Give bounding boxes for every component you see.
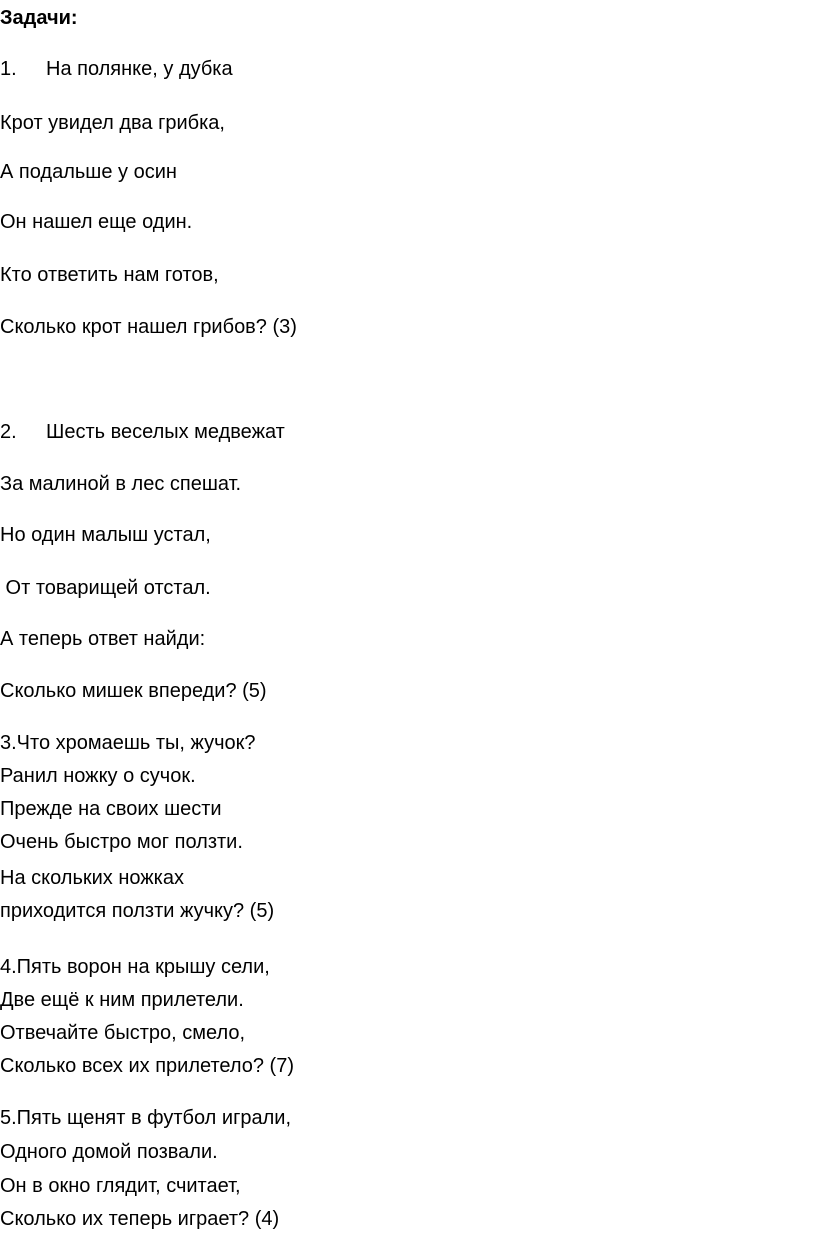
problem-5-line-2: Одного домой позвали. — [0, 1141, 218, 1163]
problem-3-line-2: Ранил ножку о сучок. — [0, 765, 196, 787]
problem-3-line-5: На скольких ножках — [0, 867, 184, 889]
problem-4-line-2: Две ещё к ним прилетели. — [0, 989, 244, 1011]
problem-1-line-6: Сколько крот нашел грибов? (3) — [0, 316, 297, 338]
problem-5-line-4: Сколько их теперь играет? (4) — [0, 1208, 280, 1230]
problem-5-line-3: Он в окно глядит, считает, — [0, 1175, 241, 1197]
problem-2-line-5: А теперь ответ найди: — [0, 628, 206, 650]
document-title: Задачи: — [0, 7, 78, 29]
problem-3-line-3: Прежде на своих шести — [0, 798, 222, 820]
problem-1-line-1: На полянке, у дубка — [46, 58, 233, 80]
problem-4-line-4: Сколько всех их прилетело? (7) — [0, 1055, 295, 1077]
problem-2-number: 2. — [0, 421, 17, 443]
problem-2-first-line — [0, 420, 285, 444]
problem-1-first-line — [0, 57, 233, 81]
problem-4-line-3: Отвечайте быстро, смело, — [0, 1022, 246, 1044]
problem-2-line-6: Сколько мишек впереди? (5) — [0, 680, 267, 702]
problem-1-line-4: Он нашел еще один. — [0, 211, 193, 233]
problem-2-line-1: Шесть веселых медвежат — [46, 421, 285, 443]
problem-1-line-2: Крот увидел два грибка, — [0, 112, 225, 134]
problem-3-line-1: 3.Что хромаешь ты, жучок? — [0, 732, 256, 754]
problem-1-number: 1. — [0, 58, 17, 80]
problem-5-line-1: 5.Пять щенят в футбол играли, — [0, 1107, 292, 1129]
problem-1-line-3: А подальше у осин — [0, 161, 177, 183]
problem-3-line-4: Очень быстро мог ползти. — [0, 831, 243, 853]
problem-2-line-4: От товарищей отстал. — [0, 577, 211, 599]
problem-4-line-1: 4.Пять ворон на крышу сели, — [0, 956, 270, 978]
problem-1-line-5: Кто ответить нам готов, — [0, 264, 219, 286]
problem-3-line-6: приходится ползти жучку? (5) — [0, 900, 275, 922]
problem-2-line-2: За малиной в лес спешат. — [0, 473, 242, 495]
problem-2-line-3: Но один малыш устал, — [0, 524, 211, 546]
